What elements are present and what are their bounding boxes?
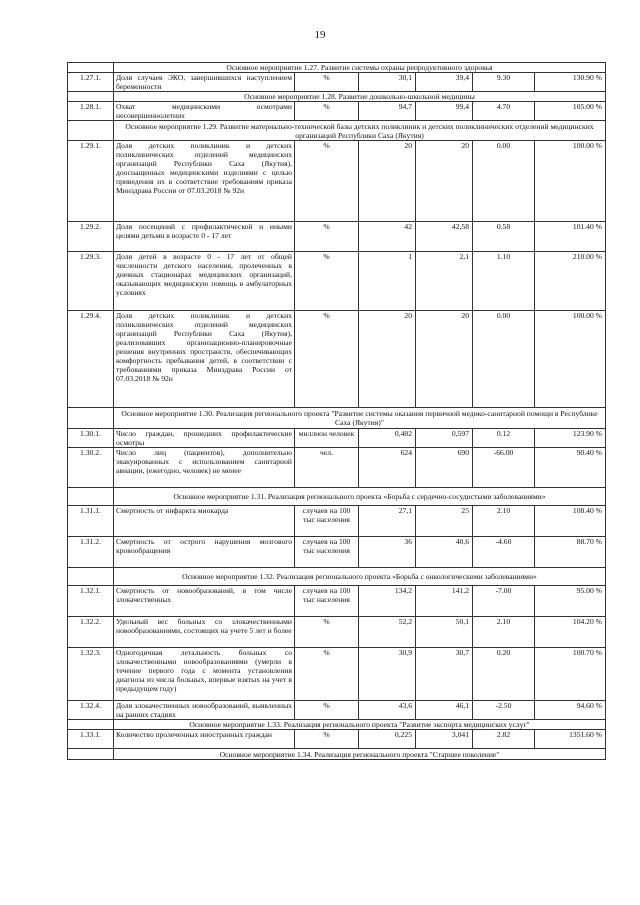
table-row [68, 311, 606, 408]
section-num-cell [68, 92, 114, 102]
table-row [68, 648, 606, 701]
indicator-unit: % [295, 701, 359, 720]
indicator-number: 1.29.2. [68, 222, 114, 252]
section-title: Основное мероприятие 1.27. Развитие системы охраны репродуктивного здоровья [114, 63, 606, 73]
plan-value: 52,2 [359, 617, 416, 648]
section-title: Основное мероприятие 1.30. Реализация регионального проекта "Развитие системы оказания первичной медико-санитарной помощи в Республике Саха (Якутия)" [114, 408, 606, 429]
indicator-unit: % [295, 311, 359, 408]
indicator-number: 1.31.2. [68, 537, 114, 568]
indicator-unit: % [295, 73, 359, 92]
indicator-number: 1.28.1. [68, 102, 114, 121]
deviation-value: 2.82 [473, 730, 535, 749]
table-row [68, 701, 606, 720]
indicator-unit: случаев на 100 тыс населения [295, 537, 359, 568]
fact-value: 0,597 [416, 429, 473, 448]
indicator-name: Число лиц (пациентов), дополнительно эвакуированных с использованием санитарной авиации, (ежегодно, человек) не менее [114, 448, 295, 488]
indicator-name: Смертность от инфаркта миокарда [114, 506, 295, 537]
fact-value: 30,7 [416, 648, 473, 701]
section-num-cell [68, 720, 114, 730]
table-row [68, 252, 606, 311]
fact-value: 25 [416, 506, 473, 537]
table-row [68, 448, 606, 488]
indicator-number: 1.27.1. [68, 73, 114, 92]
indicator-unit: % [295, 141, 359, 222]
indicator-number: 1.29.1. [68, 141, 114, 222]
completion-percent: 94.60 % [535, 701, 606, 720]
section-row [68, 121, 606, 141]
indicator-name: Удельный вес больных со злокачественными новообразованиями, состоящих на учете 5 лет и более [114, 617, 295, 648]
table-row [68, 537, 606, 568]
fact-value: 2,1 [416, 252, 473, 311]
indicator-name: Доля злокачественных новообразований, выявленных на ранних стадиях [114, 701, 295, 720]
section-num-cell [68, 408, 114, 429]
plan-value: 134,2 [359, 586, 416, 617]
indicator-number: 1.32.1. [68, 586, 114, 617]
completion-percent: 123.90 % [535, 429, 606, 448]
deviation-value: -66.00 [473, 448, 535, 488]
indicator-unit: % [295, 252, 359, 311]
fact-value: 39,4 [416, 73, 473, 92]
section-row [68, 720, 606, 730]
table-row [68, 73, 606, 92]
indicator-name: Доля детей в возрасте 0 - 17 лет от общей численности детского населения, пролеченных в дневных стационарах медицинских организаций, оказывающих медицинскую помощь в амбулаторных условиях [114, 252, 295, 311]
indicator-number: 1.33.1. [68, 730, 114, 749]
fact-value: 690 [416, 448, 473, 488]
completion-percent: 95.00 % [535, 586, 606, 617]
indicator-unit: % [295, 222, 359, 252]
section-title: Основное мероприятие 1.31. Реализация регионального проекта «Борьба с сердечно-сосудистыми заболеваниями» [114, 488, 606, 506]
deviation-value: 9.30 [473, 73, 535, 92]
deviation-value: -4.60 [473, 537, 535, 568]
indicator-name: Доля случаев ЭКО, завершившихся наступлением беременности [114, 73, 295, 92]
indicator-number: 1.30.2. [68, 448, 114, 488]
deviation-value: 0.12 [473, 429, 535, 448]
plan-value: 1 [359, 252, 416, 311]
deviation-value: 0.00 [473, 311, 535, 408]
indicator-name: Доля детских поликлиник и детских поликлинических отделений медицинских организаций Республики Саха (Якутия), дооснащенных медицинскими изделиями с целью приведения их в соответствие требованиям приказа Минздрава России от 07.03.2018 № 92н [114, 141, 295, 222]
plan-value: 27,1 [359, 506, 416, 537]
deviation-value: 0.58 [473, 222, 535, 252]
indicator-number: 1.32.2. [68, 617, 114, 648]
indicator-name: Доля посещений с профилактической и иными целями детьми в возрасте 0 - 17 лет [114, 222, 295, 252]
plan-value: 30,1 [359, 73, 416, 92]
section-title: Основное мероприятие 1.34. Реализация регионального проекта "Старшее поколение" [114, 749, 606, 760]
table-row [68, 222, 606, 252]
section-num-cell [68, 749, 114, 760]
indicator-name: Смертность от новообразований, в том числе злокачественных [114, 586, 295, 617]
indicator-unit: случаев на 100 тыс населения [295, 506, 359, 537]
plan-value: 20 [359, 141, 416, 222]
section-title: Основное мероприятие 1.32. Реализация регионального проекта «Борьба с онкологическими заболеваниями» [114, 568, 606, 586]
fact-value: 20 [416, 141, 473, 222]
indicator-number: 1.29.3. [68, 252, 114, 311]
indicator-name: Количество пролеченных иностранных граждан [114, 730, 295, 749]
indicator-unit: % [295, 648, 359, 701]
indicator-name: Одногодичная летальность больных со злокачественными новообразованиями (умерли в течение первого года с момента установления диагноза из числа больных, впервые взятых на учет в предыдущем году) [114, 648, 295, 701]
indicator-number: 1.32.3. [68, 648, 114, 701]
indicator-name: Смертность от острого нарушения мозгового кровообращения [114, 537, 295, 568]
plan-value: 94,7 [359, 102, 416, 121]
deviation-value: 2.10 [473, 506, 535, 537]
section-title: Основное мероприятие 1.33. Реализация регионального проекта "Развитие экспорта медицинских услуг" [114, 720, 606, 730]
section-row [68, 488, 606, 506]
completion-percent: 1351.60 % [535, 730, 606, 749]
completion-percent: 100.00 % [535, 311, 606, 408]
section-title: Основное мероприятие 1.28. Развитие дошкольно-школьной медицины [114, 92, 606, 102]
section-num-cell [68, 568, 114, 586]
completion-percent: 104.20 % [535, 617, 606, 648]
page-number: 19 [314, 29, 326, 41]
indicator-number: 1.31.1. [68, 506, 114, 537]
deviation-value: 1.10 [473, 252, 535, 311]
deviation-value: -2.50 [473, 701, 535, 720]
plan-value: 36 [359, 537, 416, 568]
completion-percent: 105.00 % [535, 102, 606, 121]
fact-value: 3,041 [416, 730, 473, 749]
table-row [68, 141, 606, 222]
completion-percent: 210.00 % [535, 252, 606, 311]
fact-value: 20 [416, 311, 473, 408]
deviation-value: 2.10 [473, 617, 535, 648]
completion-percent: 90.40 % [535, 448, 606, 488]
plan-value: 20 [359, 311, 416, 408]
plan-value: 0,225 [359, 730, 416, 749]
table-row [68, 506, 606, 537]
section-row [68, 63, 606, 73]
completion-percent: 100.70 % [535, 648, 606, 701]
indicator-unit: миллион человек [295, 429, 359, 448]
plan-value: 30,9 [359, 648, 416, 701]
completion-percent: 108.40 % [535, 506, 606, 537]
indicator-unit: % [295, 102, 359, 121]
table-row [68, 102, 606, 121]
table-row [68, 586, 606, 617]
section-row [68, 92, 606, 102]
fact-value: 141,2 [416, 586, 473, 617]
fact-value: 40,6 [416, 537, 473, 568]
indicator-number: 1.30.1. [68, 429, 114, 448]
indicator-name: Доля детских поликлиник и детских поликлинических отделений медицинских организаций Республики Саха (Якутия), реализовавших организационно-планировочные решения внутренних пространств, обеспечивающих комфортность пребывания детей, в соответствии с требованиями приказа Минздрава России от 07.03.2018 № 92н [114, 311, 295, 408]
plan-value: 43,6 [359, 701, 416, 720]
indicator-name: Число граждан, прошедших профилактические осмотры [114, 429, 295, 448]
table-row [68, 617, 606, 648]
indicator-name: Охват медицинскими осмотрами несовершеннолетних [114, 102, 295, 121]
deviation-value: 4.70 [473, 102, 535, 121]
section-num-cell [68, 488, 114, 506]
fact-value: 99,4 [416, 102, 473, 121]
deviation-value: 0.20 [473, 648, 535, 701]
section-num-cell [68, 121, 114, 141]
section-row [68, 749, 606, 760]
section-title: Основное мероприятие 1.29. Развитие материально-технической базы детских поликлиник и детских поликлинических отделений медицинских организаций Республики Саха (Якутия) [114, 121, 606, 141]
fact-value: 50,1 [416, 617, 473, 648]
indicators-table [67, 62, 606, 760]
indicator-unit: % [295, 617, 359, 648]
indicator-number: 1.32.4. [68, 701, 114, 720]
deviation-value: -7.00 [473, 586, 535, 617]
fact-value: 46,1 [416, 701, 473, 720]
indicator-unit: случаев на 100 тыс населения [295, 586, 359, 617]
indicator-number: 1.29.4. [68, 311, 114, 408]
section-num-cell [68, 63, 114, 73]
plan-value: 42 [359, 222, 416, 252]
completion-percent: 88.70 % [535, 537, 606, 568]
indicator-unit: % [295, 730, 359, 749]
deviation-value: 0.00 [473, 141, 535, 222]
fact-value: 42,58 [416, 222, 473, 252]
completion-percent: 100.00 % [535, 141, 606, 222]
completion-percent: 101.40 % [535, 222, 606, 252]
table-row [68, 429, 606, 448]
section-row [68, 408, 606, 429]
section-row [68, 568, 606, 586]
indicator-unit: чел. [295, 448, 359, 488]
plan-value: 0,482 [359, 429, 416, 448]
completion-percent: 130.90 % [535, 73, 606, 92]
table-row [68, 730, 606, 749]
plan-value: 624 [359, 448, 416, 488]
